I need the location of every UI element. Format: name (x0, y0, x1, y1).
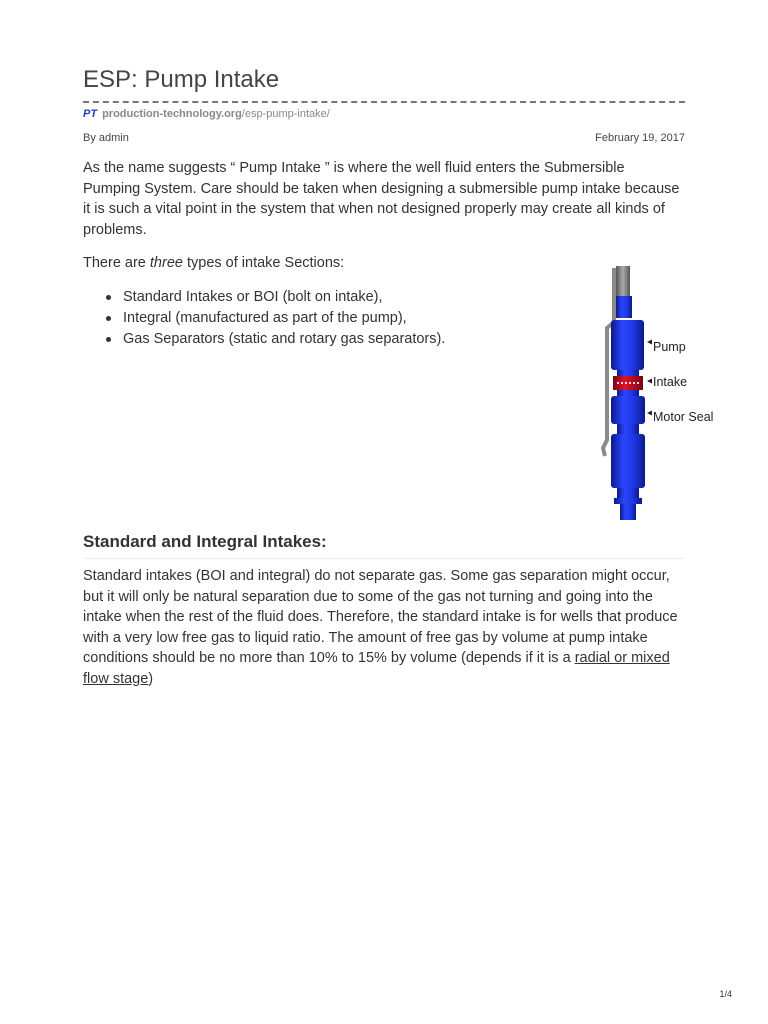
pump-head (616, 296, 632, 318)
title-divider (83, 101, 685, 103)
section-paragraph-text: Standard intakes (BOI and integral) do not separate gas. Some gas separation might occur, but it will only be natural separation due to some of the gas not turning and going into the intake when the rest of the fluid does. Therefore, the standard intake is for wells that produce with a very low free gas to liquid ratio. The amount of free gas by volume at pump intake conditions should be no more than 10% to 15% by volume (depends if it is a (83, 568, 678, 666)
types-text-after: types of intake Sections: (182, 255, 345, 271)
label-pump: Pump (653, 340, 686, 354)
source-path: /esp-pump-intake/ (241, 108, 330, 120)
section-paragraph-end: ) (148, 670, 154, 687)
page-title: ESP: Pump Intake (83, 66, 280, 93)
source-link[interactable] (102, 108, 330, 120)
list-item: Integral (manufactured as part of the pump), (83, 308, 445, 329)
motor-neck (617, 488, 639, 498)
intake-neck (617, 390, 639, 396)
site-logo-icon: PT (83, 108, 98, 120)
source-line (83, 108, 330, 120)
pump-neck (617, 370, 639, 376)
list-item: Standard Intakes or BOI (bolt on intake), (83, 287, 445, 308)
seal-body (611, 396, 645, 424)
section-paragraph (83, 566, 685, 689)
publish-date: February 19, 2017 (595, 132, 685, 144)
list-item: Gas Separators (static and rotary gas separators). (83, 329, 445, 350)
esp-diagram (503, 262, 714, 524)
motor-base (614, 498, 642, 504)
types-text-before: There are (83, 255, 150, 271)
source-domain: production-technology.org (102, 108, 242, 120)
motor-tail (620, 504, 636, 520)
intake-types-list (83, 287, 445, 350)
section-divider (83, 558, 685, 559)
page-number: 1/4 (719, 989, 732, 999)
motor-body (611, 434, 645, 488)
pump-body (611, 320, 644, 370)
section-heading: Standard and Integral Intakes: (83, 532, 327, 551)
label-intake: Intake (653, 375, 688, 389)
radial-mixed-flow-link[interactable]: radial or mixed flow stage (83, 650, 670, 687)
intro-paragraph: As the name suggests “ Pump Intake ” is where the well fluid enters the Submersible Pumping System. Care should be taken when designing a submersible pump intake because it is such a vital point in the system that when not designed properly may create all kinds of problems. (83, 160, 680, 238)
author: By admin (83, 132, 129, 144)
label-motor-seal: Motor Seal (653, 410, 714, 424)
types-emphasis: three (149, 255, 183, 271)
seal-neck (617, 424, 639, 434)
tubing (616, 266, 630, 296)
